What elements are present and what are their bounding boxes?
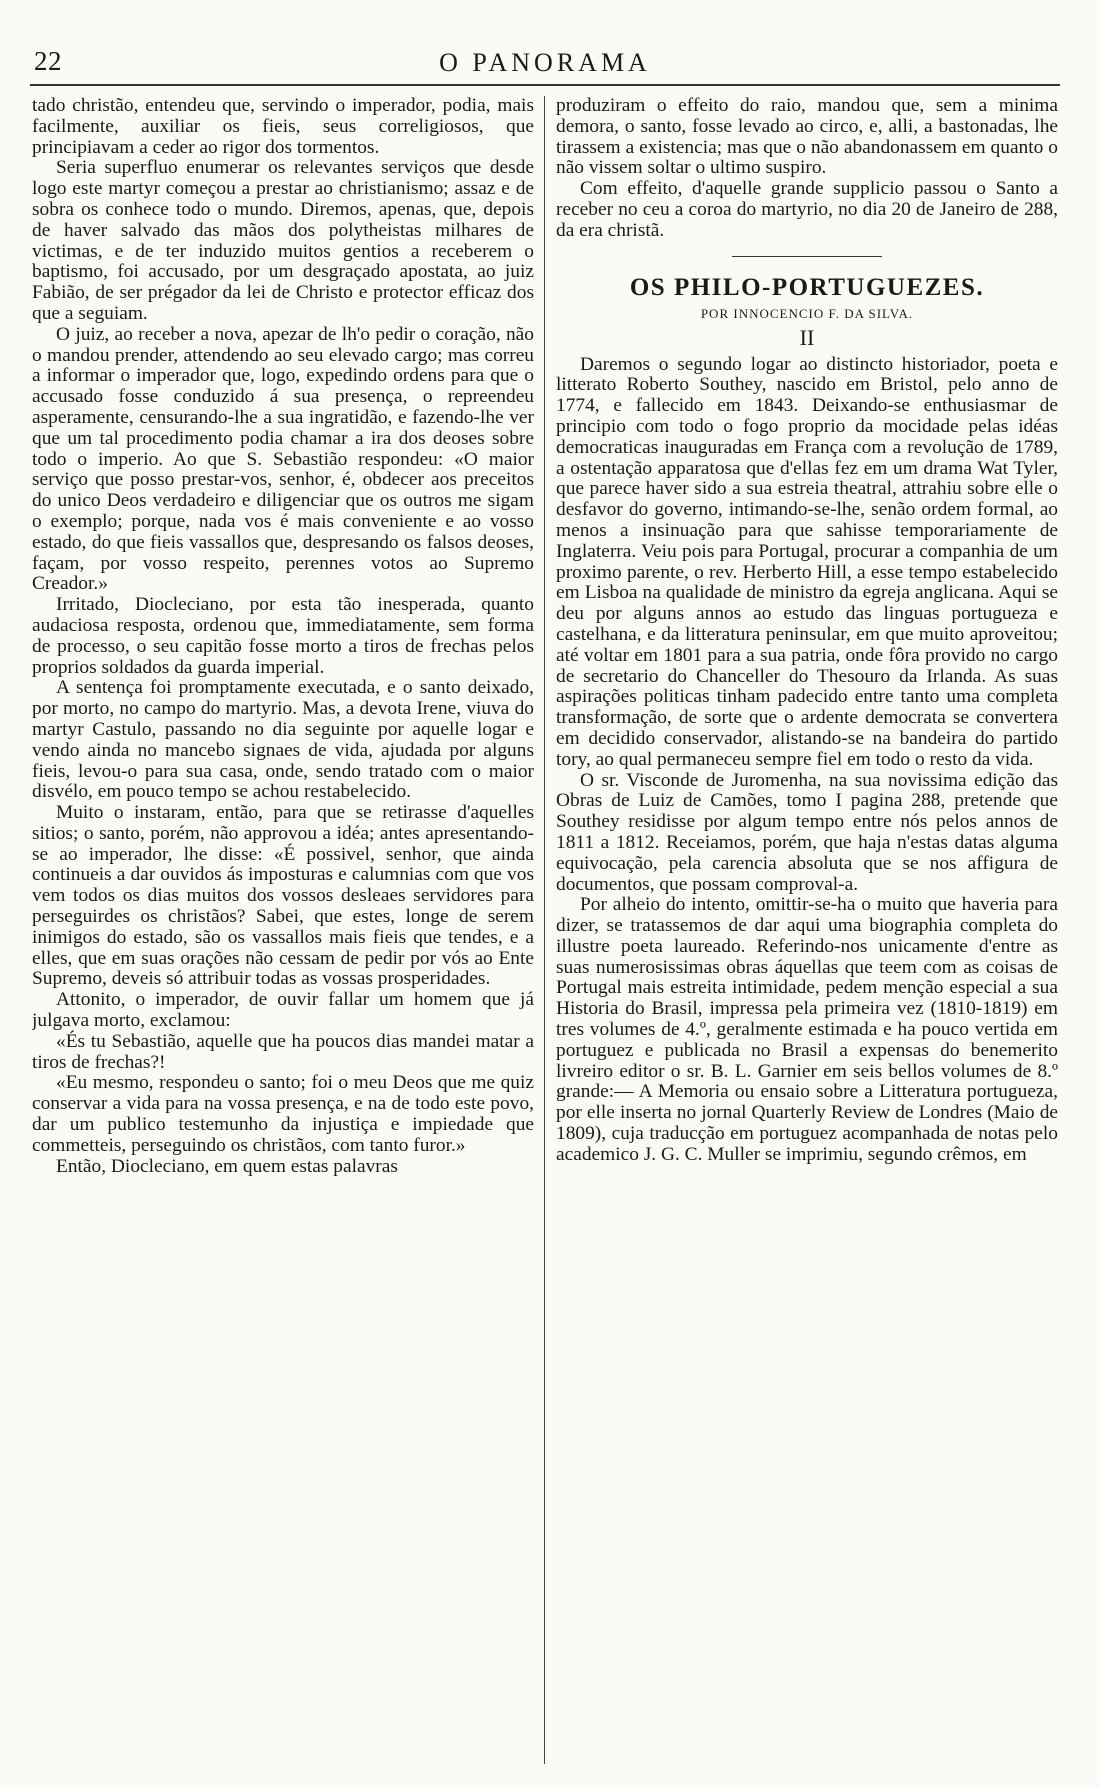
- paragraph: Com effeito, d'aquelle grande supplicio passou o Santo a receber no ceu a coroa do martyrio, no dia 20 de Janeiro de 288, da era christã.: [556, 178, 1058, 241]
- header-rule: [30, 84, 1060, 86]
- page-number: 22: [34, 46, 62, 76]
- right-column: [556, 96, 1058, 1764]
- section-divider: [732, 256, 882, 257]
- paragraph: Attonito, o imperador, de ouvir fallar um homem que já julgava morto, exclamou:: [32, 989, 534, 1032]
- paragraph: tado christão, entendeu que, servindo o imperador, podia, mais facilmente, auxiliar os fieis, seus correligiosos, que principiavam a ceder ao rigor dos tormentos.: [32, 96, 534, 158]
- article-byline: POR INNOCENCIO F. DA SILVA.: [700, 305, 914, 321]
- paragraph: Então, Diocleciano, em quem estas palavras: [56, 1155, 398, 1177]
- paragraph: O juiz, ao receber a nova, apezar de lh'o pedir o coração, não o mandou prender, attendendo ao seu elevado cargo; mas correu a informar o imperador que, logo, expedindo ordens para que o accusado fosse conduzido á sua presença, o repreendeu asperamente, censurando-lhe a sua ingratidão, e fazendo-lhe ver que um tal procedimento podia chamar a ira dos deoses sobre todo o imperio. Ao que S. Sebastião respondeu: «O maior serviço que posso prestar-vos, senhor, é, obdecer aos preceitos do unico Deos verdadeiro e diligenciar que os outros me sigam o exemplo; porque, nada vos é mais conveniente e ao vosso estado, do que fieis vassallos que, despresando os falsos deoses, façam, por vosso respeito, perennes votos ao Supremo Creador.»: [32, 323, 534, 595]
- paragraph: A sentença foi promptamente executada, e o santo deixado, por morto, no campo do martyrio. Mas, a devota Irene, viuva do martyr Castulo, passando no dia seguinte por aquelle logar e vendo ainda no mancebo signaes de vida, ajudada por alguns fieis, levou-o para sua casa, onde, sendo tratado com o maior disvélo, em pouco tempo se achou restabelecido.: [32, 677, 534, 803]
- paragraph: O sr. Visconde de Juromenha, na sua novissima edição das Obras de Luiz de Camões, tomo I pagina 288, pretende que Southey residisse por algum tempo entre nós pelos annos de 1811 a 1812. Receiamos, porém, que haja n'estas datas alguma equivocação, pela carencia absoluta que se nos affigura de documentos, que possam comproval-a.: [556, 769, 1058, 895]
- article-title: OS PHILO-PORTUGUEZES.: [629, 273, 985, 301]
- paragraph: Daremos o segundo logar ao distincto historiador, poeta e litterato Roberto Southey, nascido em Bristol, pelo anno de 1774, e fallecido em 1843. Deixando-se enthusiasmar de principio com todo o fogo proprio da mocidade pelas idéas democraticas inauguradas em França com a revolução de 1789, a ostentação apparatosa que d'ellas fez em um drama Wat Tyler, que parece haver sido a sua estreia theatral, attrahiu sobre elle o desfavor do governo, intimando-se-lhe, senão ordem formal, ao menos a insinuação para que sahisse temporariamente de Inglaterra. Veiu pois para Portugal, procurar a companhia de um proximo parente, o rev. Herberto Hill, a esse tempo estabelecido em Lisboa na qualidade de ministro da egreja anglicana. Aqui se deu por alguns annos ao estudo das linguas portugueza e castelhana, e da litteratura peninsular, em que muito aproveitou; até voltar em 1801 para a sua patria, onde fôra provido no cargo de secretario do Chanceller do Thesouro da Irlanda. As suas aspirações politicas tinham padecido entre tanto uma completa transformação, de sorte que o ardente democrata se convertera em decidido conservador, alistando-se na bandeira do partido tory, ao qual permaneceu sempre fiel em todo o resto da vida.: [556, 353, 1058, 770]
- paragraph: «És tu Sebastião, aquelle que ha poucos dias mandei matar a tiros de frechas?!: [32, 1030, 534, 1073]
- page-header: [30, 40, 1060, 80]
- paragraph: Por alheio do intento, omittir-se-ha o muito que haveria para dizer, se tratassemos de dar aqui uma biographia completa do illustre poeta laureado. Referindo-nos unicamente d'entre as suas numerosissimas obras áquellas que teem com as coisas de Portugal mais estreita intimidade, pedem menção especial a sua Historia do Brasil, impressa pela primeira vez (1810-1819) em tres volumes de 4.º, geralmente estimada e ha pouco vertida em portuguez e publicada no Brasil a expensas do benemerito livreiro editor o sr. B. L. Garnier em seis bellos volumes de 8.º grande:— A Memoria ou ensaio sobre a Litteratura portugueza, por elle inserta no jornal Quarterly Review de Londres (Maio de 1809), cuja traducção em portuguez acompanhada de notas pelo academico J. G. C. Muller se imprimiu, segundo crêmos, em: [556, 894, 1058, 1165]
- running-title: O PANORAMA: [439, 48, 651, 77]
- paragraph: «Eu mesmo, respondeu o santo; foi o meu Deos que me quiz conservar a vida para na vossa presença, e na de todo este povo, dar um publico testemunho da injustiça e impiedade que commetteis, perseguindo os christãos, com tanto furor.»: [32, 1072, 534, 1156]
- paragraph: Irritado, Diocleciano, por esta tão inesperada, quanto audaciosa resposta, ordenou que, immediatamente, sem forma de processo, o seu capitão fosse morto a tiros de frechas pelos proprios soldados da guarda imperial.: [32, 594, 534, 678]
- left-column: [32, 96, 534, 1764]
- paragraph: Seria superfluo enumerar os relevantes serviços que desde logo este martyr começou a prestar ao christianismo; assaz e de sobra os conhece todo o mundo. Diremos, apenas, que, depois de haver salvado das mãos dos polytheistas milhares de victimas, e de ter induzido muitos gentios a receberem o baptismo, foi accusado, por um desgraçado apostata, ao juiz Fabião, de ser prégador da lei de Christo e protector efficaz dos que a seguiam.: [32, 157, 534, 324]
- section-number: II: [799, 324, 815, 350]
- paragraph: Muito o instaram, então, para que se retirasse d'aquelles sitios; o santo, porém, não approvou a idéa; antes apresentando-se ao imperador, lhe disse: «É possivel, senhor, que ainda continueis a dar ouvidos ás imposturas e calumnias com que vos vem todos os dias muitos dos vossos desleaes servidores para perseguirdes os christãos? Sabei, que estes, longe de serem inimigos do estado, são os vassallos mais fieis que tendes, e a elles, que em suas orações não cessam de pedir por vós ao Ente Supremo, deveis só attribuir todas as vossas prosperidades.: [32, 802, 534, 990]
- column-divider: [544, 96, 545, 1764]
- paragraph: produziram o effeito do raio, mandou que, sem a minima demora, o santo, fosse levado ao circo, e, alli, a bastonadas, lhe tirassem a existencia; mas que o não abandonassem em quanto o não vissem soltar o ultimo suspiro.: [556, 96, 1058, 179]
